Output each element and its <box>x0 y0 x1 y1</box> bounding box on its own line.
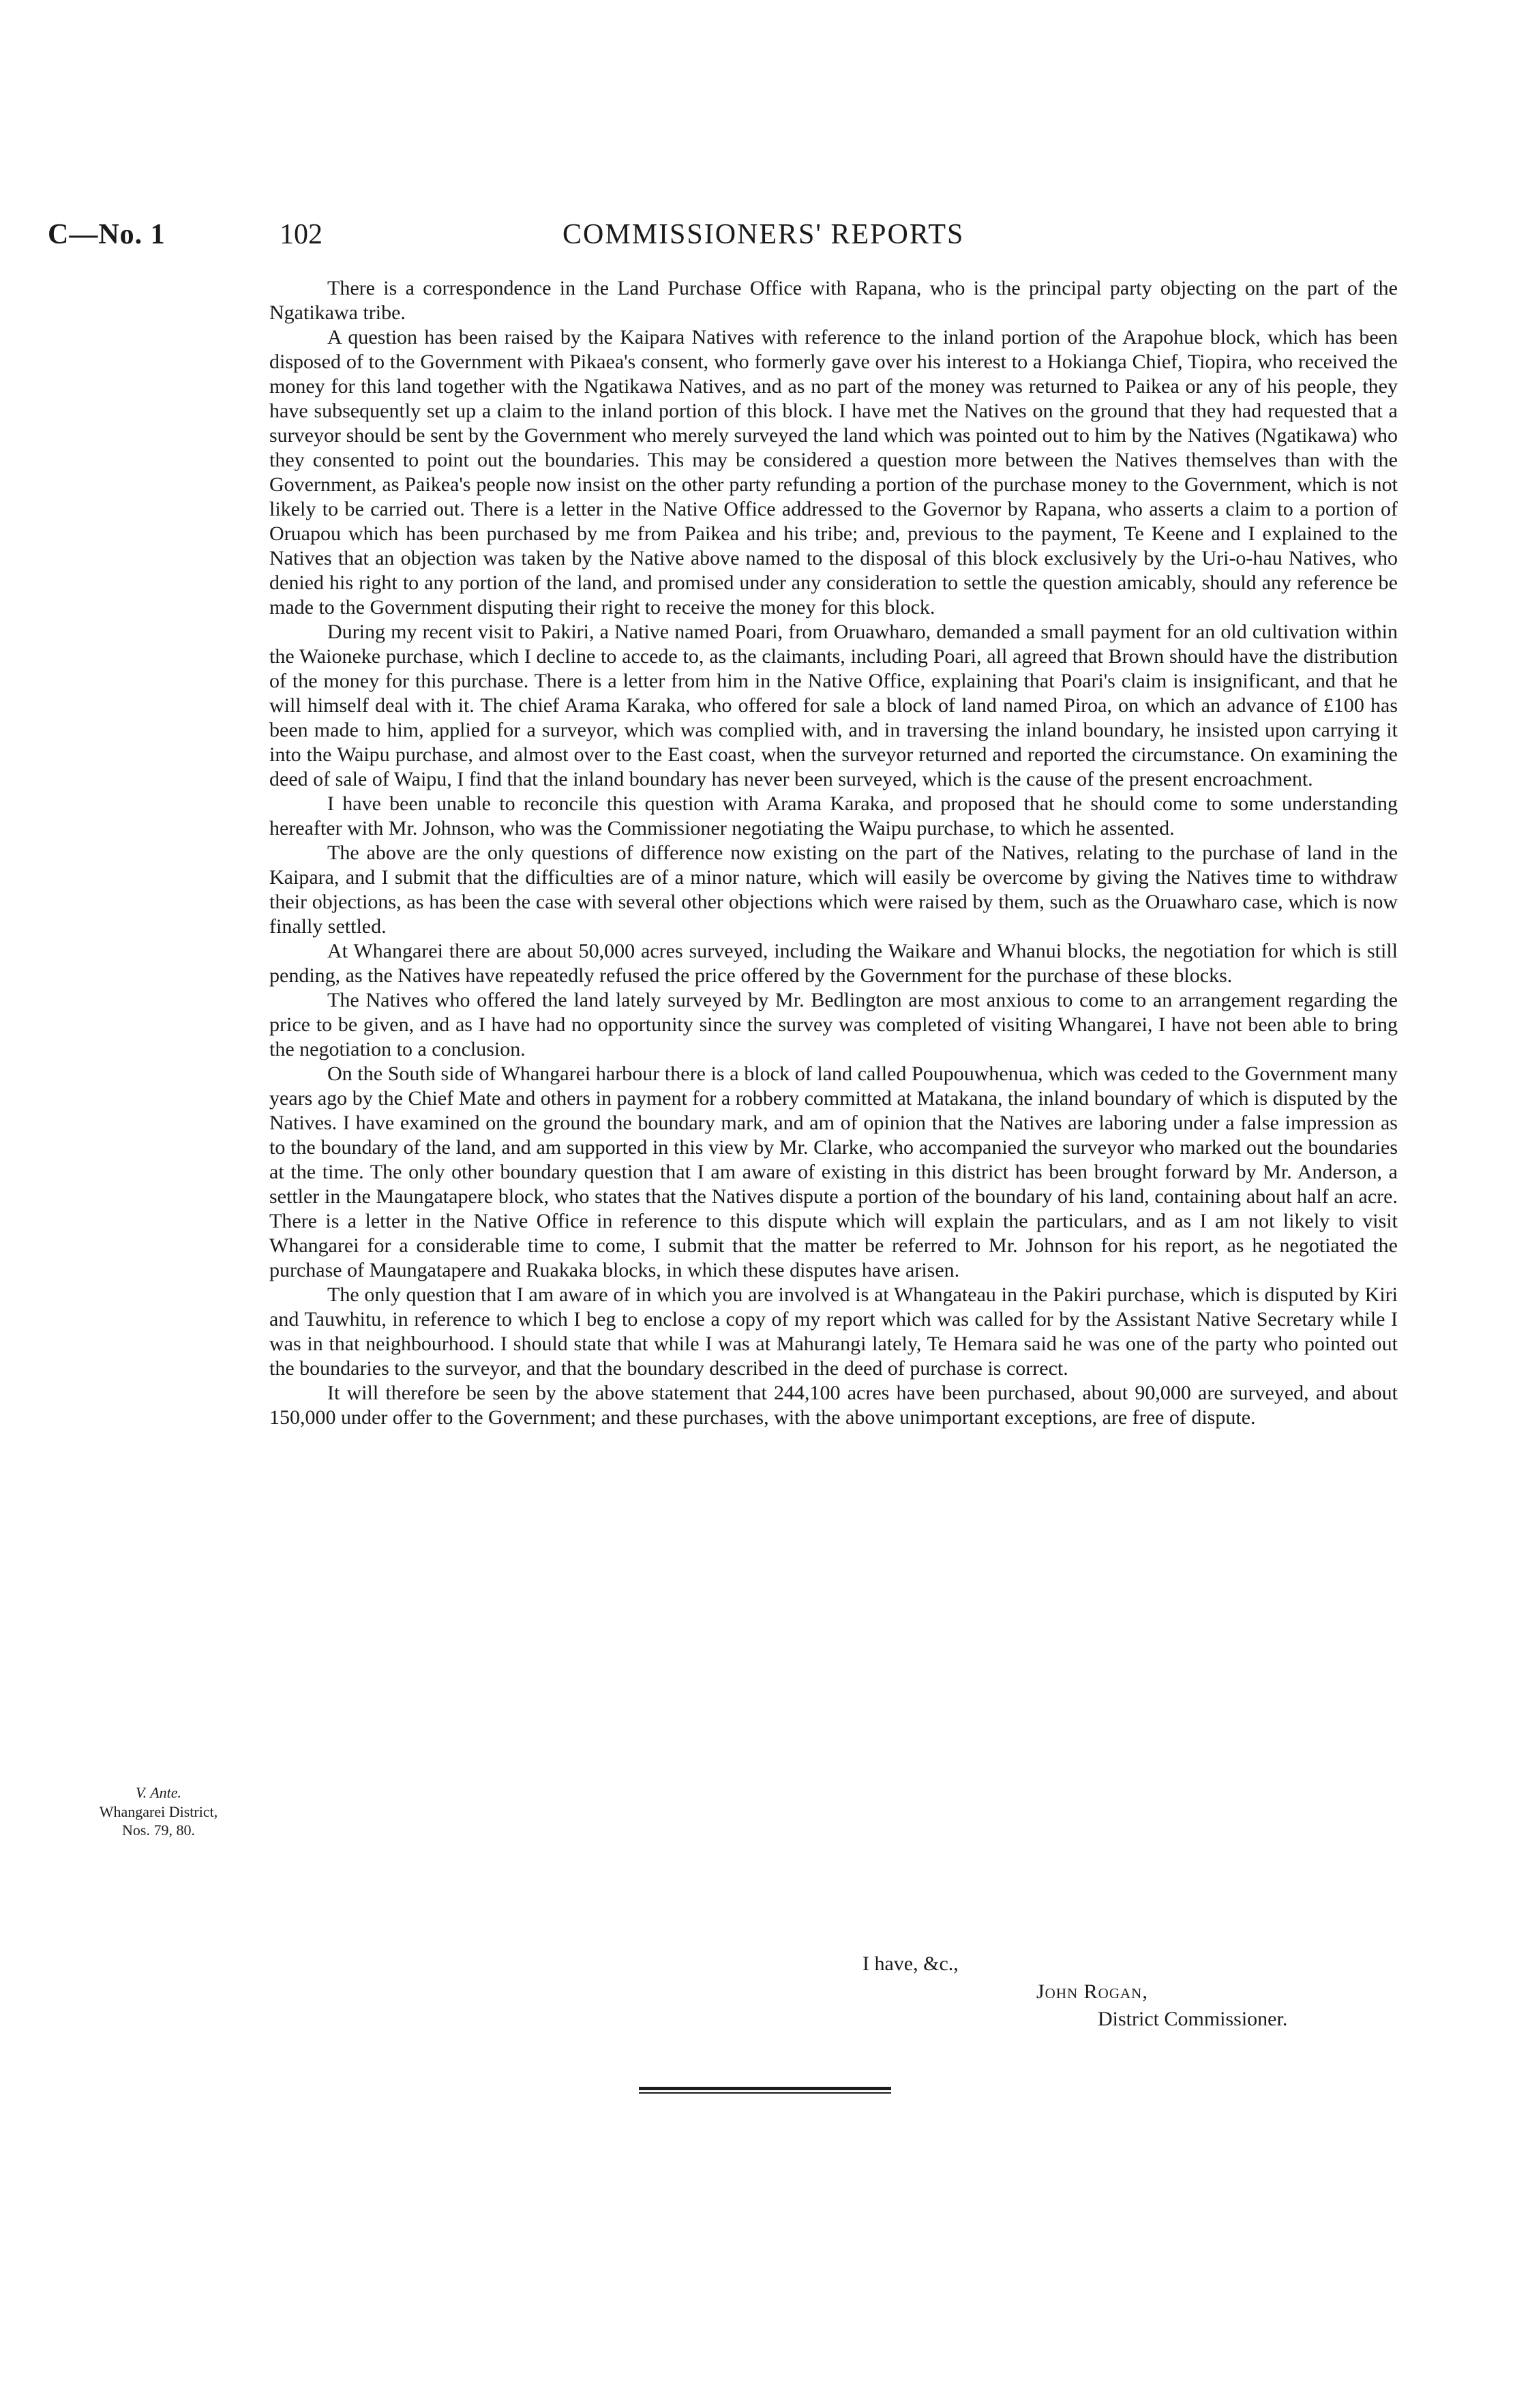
margin-note-line: Whangarei District, <box>99 1802 218 1820</box>
closing-phrase: I have, &c., <box>862 1952 959 1975</box>
signature-block <box>862 1950 1381 2034</box>
margin-note-line: Nos. 79, 80. <box>122 1822 195 1839</box>
series-number: C—No. 1 <box>48 219 166 250</box>
paragraph: The above are the only questions of difference now existing on the part of the Natives, relating to the purchase of land in the Kaipara, and I submit that the difficulties are of a minor nature, which will easily be overcome by giving the Natives time to withdraw their objections, as has been the case with several other objections which were raised by them, such as the Oruawharo case, which is now finally settled. <box>269 842 1398 938</box>
paragraph: During my recent visit to Pakiri, a Native named Poari, from Oruawharo, demanded a small payment for an old cultivation within the Waioneke purchase, which I decline to accede to, as the claimants, including Poari, all agreed that Brown should have the distribution of the money for this purchase. There is a letter from him in the Native Office, explaining that Poari's claim is insignificant, and that he will himself deal with it. The chief Arama Karaka, who offered for sale a block of land named Piroa, on which an advance of £100 has been made to him, applied for a surveyor, which was complied with, and in traversing the inland boundary, he insisted upon carrying it into the Waipu purchase, and almost over to the East coast, when the surveyor returned and reported the circumstance. On examining the deed of sale of Waipu, I find that the inland boundary has never been surveyed, which is the cause of the present encroachment. <box>269 621 1398 790</box>
paragraph: A question has been raised by the Kaipara Natives with reference to the inland portion of the Arapohue block, which has been disposed of to the Government with Pikaea's consent, who formerly gave over his interest to a Hokianga Chief, Tiopira, who received the money for this land together with the Ngatikawa Natives, and as no part of the money was returned to Paikea or any of his people, they have subsequently set up a claim to the inland portion of this block. I have met the Natives on the ground that they had requested that a surveyor should be sent by the Government who merely surveyed the land which was pointed out to him by the Natives (Ngatikawa) who they consented to point out the boundaries. This may be considered a question more between the Natives themselves than with the Government, as Paikea's people now insist on the other party refunding a portion of the purchase money to the Government, which is not likely to be carried out. There is a letter in the Native Office addressed to the Governor by Rapana, who asserts a claim to a portion of Oruapou which has been purchased by me from Paikea and his tribe; and, previous to the payment, Te Keene and I explained to the Natives that an objection was taken by the Native above named to the disposal of this block exclusively by the Uri-o-hau Natives, who denied his right to any portion of the land, and promised under any consideration to settle the question amicably, should any reference be made to the Government disputing their right to receive the money for this block. <box>269 326 1398 619</box>
paragraph: At Whangarei there are about 50,000 acres surveyed, including the Waikare and Whanui blocks, the negotiation for which is still pending, as the Natives have repeatedly refused the price offered by the Government for the purchase of these blocks. <box>269 940 1398 987</box>
paragraph: It will therefore be seen by the above statement that 244,100 acres have been purchased, about 90,000 are surveyed, and about 150,000 under offer to the Government; and these purchases, with the above unimportant exceptions, are free of dispute. <box>269 1382 1398 1429</box>
running-title: COMMISSIONERS' REPORTS <box>562 219 965 250</box>
margin-reference-note <box>58 1783 259 1840</box>
report-body <box>269 276 1398 1430</box>
page-header <box>48 218 1111 259</box>
paragraph: The only question that I am aware of in which you are involved is at Whangateau in the Pakiri purchase, which is disputed by Kiri and Tauwhitu, in reference to which I beg to enclose a copy of my report which was called for by the Assistant Native Secretary while I was in that neighbourhood. I should state that while I was at Mahurangi lately, Te Hemara said he was one of the party who pointed out the boundaries to the surveyor, and that the boundary described in the deed of purchase is correct. <box>269 1283 1398 1380</box>
margin-note-line: V. Ante. <box>135 1784 182 1801</box>
paragraph: I have been unable to reconcile this question with Arama Karaka, and proposed that he should come to some understanding hereafter with Mr. Johnson, who was the Commissioner negotiating the Waipu purchase, to which he assented. <box>269 792 1398 839</box>
page-number: 102 <box>280 219 322 250</box>
signatory-title: District Commissioner. <box>1098 2008 1288 2030</box>
paragraph: There is a correspondence in the Land Purchase Office with Rapana, who is the principal party objecting on the part of the Ngatikawa tribe. <box>269 277 1398 324</box>
end-rule-divider <box>639 2087 891 2094</box>
paragraph: The Natives who offered the land lately surveyed by Mr. Bedlington are most anxious to come to an arrangement regarding the price to be given, and as I have had no opportunity since the survey was completed of visiting Whangarei, I have not been able to bring the negotiation to a conclusion. <box>269 989 1398 1060</box>
signatory-name: John Rogan, <box>1036 1980 1148 2003</box>
paragraph: On the South side of Whangarei harbour there is a block of land called Poupouwhenua, which was ceded to the Government many years ago by the Chief Mate and others in payment for a robbery committed at Matakana, the inland boundary of which is disputed by the Natives. I have examined on the ground the boundary mark, and am of opinion that the Natives are laboring under a false impression as to the boundary of the land, and am supported in this view by Mr. Clarke, who accompanied the surveyor who marked out the boundaries at the time. The only other boundary question that I am aware of existing in this district has been brought forward by Mr. Anderson, a settler in the Maungatapere block, who states that the Natives dispute a portion of the boundary of his land, containing about half an acre. There is a letter in the Native Office in reference to this dispute which will explain the particulars, and as I am not likely to visit Whangarei for a considerable time to come, I submit that the matter be referred to Mr. Johnson for his report, as he negotiated the purchase of Maungatapere and Ruakaka blocks, in which these disputes have arisen. <box>269 1062 1398 1281</box>
